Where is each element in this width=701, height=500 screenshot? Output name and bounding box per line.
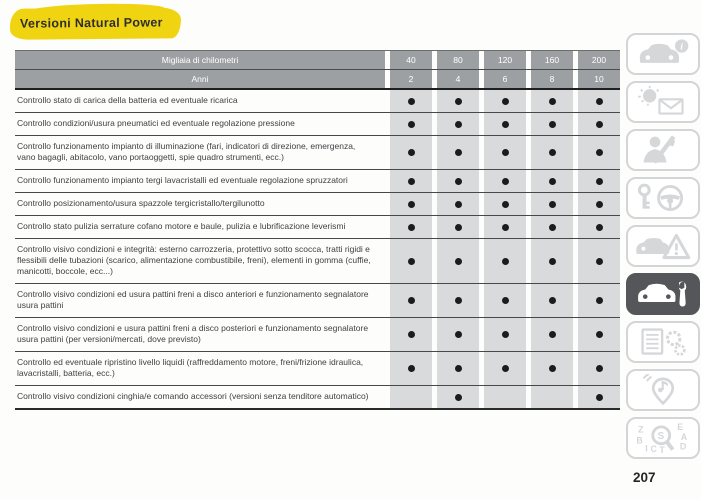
km-value-header: 120 bbox=[484, 51, 526, 69]
km-value-header: 200 bbox=[578, 51, 620, 69]
km-value-header: 40 bbox=[390, 51, 432, 69]
table-row bbox=[15, 193, 620, 216]
starting-driving-icon[interactable] bbox=[626, 177, 700, 219]
interval-cell bbox=[531, 90, 573, 112]
svg-text:S: S bbox=[657, 430, 665, 442]
interval-cell bbox=[390, 352, 432, 385]
interval-cell bbox=[437, 113, 479, 135]
interval-cell bbox=[484, 193, 526, 215]
maintenance-operation-label: Controllo funzionamento impianto di illuminazione (fari, indicatori di direzione, emergenza, vano bagagli, abitacolo, vano portaoggetti, spie quadro strumenti, ecc.) bbox=[17, 141, 356, 162]
interval-dot bbox=[549, 258, 556, 265]
interval-cell bbox=[437, 216, 479, 238]
safety-seatbelt-icon[interactable] bbox=[626, 129, 700, 171]
interval-cell bbox=[437, 239, 479, 283]
interval-dot bbox=[549, 224, 556, 231]
interval-dot bbox=[502, 258, 509, 265]
table-row bbox=[15, 318, 620, 352]
interval-cell bbox=[437, 284, 479, 317]
interval-cell bbox=[484, 216, 526, 238]
interval-dot bbox=[455, 178, 462, 185]
interval-cell bbox=[578, 284, 620, 317]
interval-cell bbox=[484, 136, 526, 169]
interval-dot bbox=[408, 331, 415, 338]
table-header-years-row bbox=[15, 70, 620, 90]
interval-cell bbox=[437, 90, 479, 112]
interval-dot bbox=[549, 121, 556, 128]
maintenance-operation-label: Controllo visivo condizioni e usura pattini freni a disco posteriori e funzionamento segnalatore usura pattini (per versioni/mercati, dove previsto) bbox=[17, 323, 369, 344]
maintenance-operation-label: Controllo visivo condizioni cinghia/e comando accessori (versioni senza tenditore automatico) bbox=[17, 391, 369, 401]
interval-dot bbox=[596, 178, 603, 185]
interval-dot bbox=[408, 297, 415, 304]
interval-cell bbox=[484, 318, 526, 351]
interval-cell bbox=[390, 113, 432, 135]
interval-dot bbox=[408, 121, 415, 128]
interval-cell bbox=[390, 318, 432, 351]
multimedia-icon[interactable] bbox=[626, 369, 700, 411]
interval-dot bbox=[549, 98, 556, 105]
interval-dot bbox=[596, 98, 603, 105]
interval-cell bbox=[390, 239, 432, 283]
alphabetical-index-icon[interactable] bbox=[626, 417, 700, 459]
interval-cell bbox=[578, 113, 620, 135]
interval-cell bbox=[484, 386, 526, 408]
table-header-km-row bbox=[15, 51, 620, 70]
interval-cell bbox=[578, 352, 620, 385]
interval-cell bbox=[578, 216, 620, 238]
maintenance-operation-label: Controllo ed eventuale ripristino livello liquidi (raffreddamento motore, freni/frizione idraulica, lavacristalli, batteria, ecc.) bbox=[17, 357, 364, 378]
interval-dot bbox=[502, 98, 509, 105]
interval-dot bbox=[549, 201, 556, 208]
interval-cell bbox=[390, 170, 432, 192]
interval-dot bbox=[455, 331, 462, 338]
interval-dot bbox=[408, 365, 415, 372]
interval-dot bbox=[408, 258, 415, 265]
interval-cell bbox=[390, 386, 432, 408]
interval-dot bbox=[502, 297, 509, 304]
svg-text:A: A bbox=[680, 431, 688, 442]
page-number: 207 bbox=[633, 470, 656, 485]
interval-dot bbox=[596, 394, 603, 401]
interval-cell bbox=[531, 352, 573, 385]
interval-cell bbox=[578, 386, 620, 408]
table-row bbox=[15, 352, 620, 386]
interval-cell bbox=[390, 284, 432, 317]
interval-dot bbox=[455, 98, 462, 105]
table-body bbox=[15, 90, 620, 410]
svg-text:C: C bbox=[650, 444, 657, 454]
table-row bbox=[15, 136, 620, 170]
years-header-label: Anni bbox=[15, 70, 385, 88]
svg-text:i: i bbox=[680, 41, 684, 53]
interval-cell bbox=[390, 90, 432, 112]
interval-cell bbox=[578, 90, 620, 112]
interval-dot bbox=[596, 121, 603, 128]
table-row bbox=[15, 90, 620, 113]
interval-dot bbox=[408, 201, 415, 208]
interval-cell bbox=[484, 170, 526, 192]
emergency-icon[interactable] bbox=[626, 225, 700, 267]
interval-cell bbox=[484, 239, 526, 283]
interval-dot bbox=[502, 201, 509, 208]
interval-dot bbox=[549, 149, 556, 156]
interval-dot bbox=[596, 365, 603, 372]
interval-cell bbox=[390, 136, 432, 169]
interval-cell bbox=[531, 239, 573, 283]
interval-cell bbox=[578, 318, 620, 351]
svg-text:Z: Z bbox=[638, 424, 644, 435]
svg-text:D: D bbox=[679, 441, 687, 452]
page-title-block bbox=[10, 8, 181, 39]
year-value-header: 8 bbox=[531, 70, 573, 88]
interval-dot bbox=[455, 224, 462, 231]
vehicle-overview-icon[interactable] bbox=[626, 33, 700, 75]
year-value-header: 4 bbox=[437, 70, 479, 88]
interval-dot bbox=[502, 224, 509, 231]
section-tab-rail bbox=[626, 33, 700, 465]
year-value-header: 10 bbox=[578, 70, 620, 88]
interval-cell bbox=[531, 113, 573, 135]
interval-dot bbox=[549, 331, 556, 338]
interval-dot bbox=[502, 331, 509, 338]
warning-lights-messages-icon[interactable] bbox=[626, 81, 700, 123]
interval-cell bbox=[437, 318, 479, 351]
maintenance-schedule-table bbox=[15, 50, 620, 410]
year-value-header: 2 bbox=[390, 70, 432, 88]
interval-dot bbox=[408, 149, 415, 156]
km-value-header: 160 bbox=[531, 51, 573, 69]
interval-dot bbox=[408, 98, 415, 105]
interval-dot bbox=[455, 258, 462, 265]
interval-cell bbox=[578, 193, 620, 215]
maintenance-operation-label: Controllo condizioni/usura pneumatici ed eventuale regolazione pressione bbox=[17, 118, 295, 128]
svg-text:E: E bbox=[677, 422, 684, 432]
page-title: Versioni Natural Power bbox=[19, 15, 163, 31]
interval-dot bbox=[596, 149, 603, 156]
interval-dot bbox=[502, 178, 509, 185]
interval-cell bbox=[531, 216, 573, 238]
interval-cell bbox=[531, 318, 573, 351]
interval-cell bbox=[390, 216, 432, 238]
table-row bbox=[15, 386, 620, 410]
table-row bbox=[15, 239, 620, 284]
interval-cell bbox=[437, 386, 479, 408]
interval-cell bbox=[531, 284, 573, 317]
maintenance-operation-label: Controllo stato pulizia serrature cofano motore e baule, pulizia e lubrificazione leverismi bbox=[17, 221, 346, 231]
interval-dot bbox=[502, 149, 509, 156]
interval-cell bbox=[578, 136, 620, 169]
maintenance-operation-label: Controllo visivo condizioni ed usura pattini freni a disco anteriori e funzionamento segnalatore usura pattini bbox=[17, 289, 369, 310]
interval-cell bbox=[390, 193, 432, 215]
maintenance-operation-label: Controllo posizionamento/usura spazzole tergicristallo/tergilunotto bbox=[17, 198, 265, 208]
maintenance-operation-label: Controllo stato di carica della batteria ed eventuale ricarica bbox=[17, 95, 238, 105]
interval-cell bbox=[531, 193, 573, 215]
interval-cell bbox=[484, 284, 526, 317]
svg-text:I: I bbox=[645, 443, 648, 454]
svg-text:T: T bbox=[659, 445, 665, 454]
interval-cell bbox=[437, 352, 479, 385]
interval-cell bbox=[437, 170, 479, 192]
interval-dot bbox=[596, 224, 603, 231]
interval-cell bbox=[484, 113, 526, 135]
interval-cell bbox=[531, 386, 573, 408]
table-row bbox=[15, 284, 620, 318]
interval-cell bbox=[484, 90, 526, 112]
table-row bbox=[15, 113, 620, 136]
interval-cell bbox=[531, 170, 573, 192]
interval-dot bbox=[455, 365, 462, 372]
maintenance-operation-label: Controllo visivo condizioni e integrità: esterno carrozzeria, protettivo sotto scocca, tratti rigidi e flessibili delle tubazioni (scarico, alimentazione combustibile, freni), elementi in gomma (cuffie, manicotti, boccole, ecc...) bbox=[17, 244, 371, 276]
interval-cell bbox=[437, 193, 479, 215]
interval-dot bbox=[455, 149, 462, 156]
interval-dot bbox=[596, 258, 603, 265]
km-header-label: Migliaia di chilometri bbox=[15, 51, 385, 69]
interval-dot bbox=[408, 178, 415, 185]
interval-dot bbox=[408, 224, 415, 231]
interval-cell bbox=[484, 352, 526, 385]
svg-text:B: B bbox=[636, 435, 643, 446]
interval-cell bbox=[437, 136, 479, 169]
technical-data-icon[interactable] bbox=[626, 321, 700, 363]
interval-dot bbox=[596, 297, 603, 304]
year-value-header: 6 bbox=[484, 70, 526, 88]
interval-dot bbox=[455, 394, 462, 401]
interval-dot bbox=[502, 365, 509, 372]
interval-dot bbox=[596, 201, 603, 208]
interval-dot bbox=[455, 297, 462, 304]
interval-dot bbox=[455, 121, 462, 128]
interval-dot bbox=[549, 178, 556, 185]
interval-dot bbox=[549, 297, 556, 304]
interval-cell bbox=[578, 170, 620, 192]
maintenance-icon[interactable] bbox=[626, 273, 700, 315]
interval-dot bbox=[455, 201, 462, 208]
marker-highlight bbox=[10, 7, 181, 39]
table-row bbox=[15, 170, 620, 193]
interval-dot bbox=[549, 365, 556, 372]
table-row bbox=[15, 216, 620, 239]
interval-cell bbox=[531, 136, 573, 169]
interval-dot bbox=[502, 121, 509, 128]
maintenance-operation-label: Controllo funzionamento impianto tergi lavacristalli ed eventuale regolazione spruzzatori bbox=[17, 175, 348, 185]
km-value-header: 80 bbox=[437, 51, 479, 69]
interval-cell bbox=[578, 239, 620, 283]
interval-dot bbox=[596, 331, 603, 338]
